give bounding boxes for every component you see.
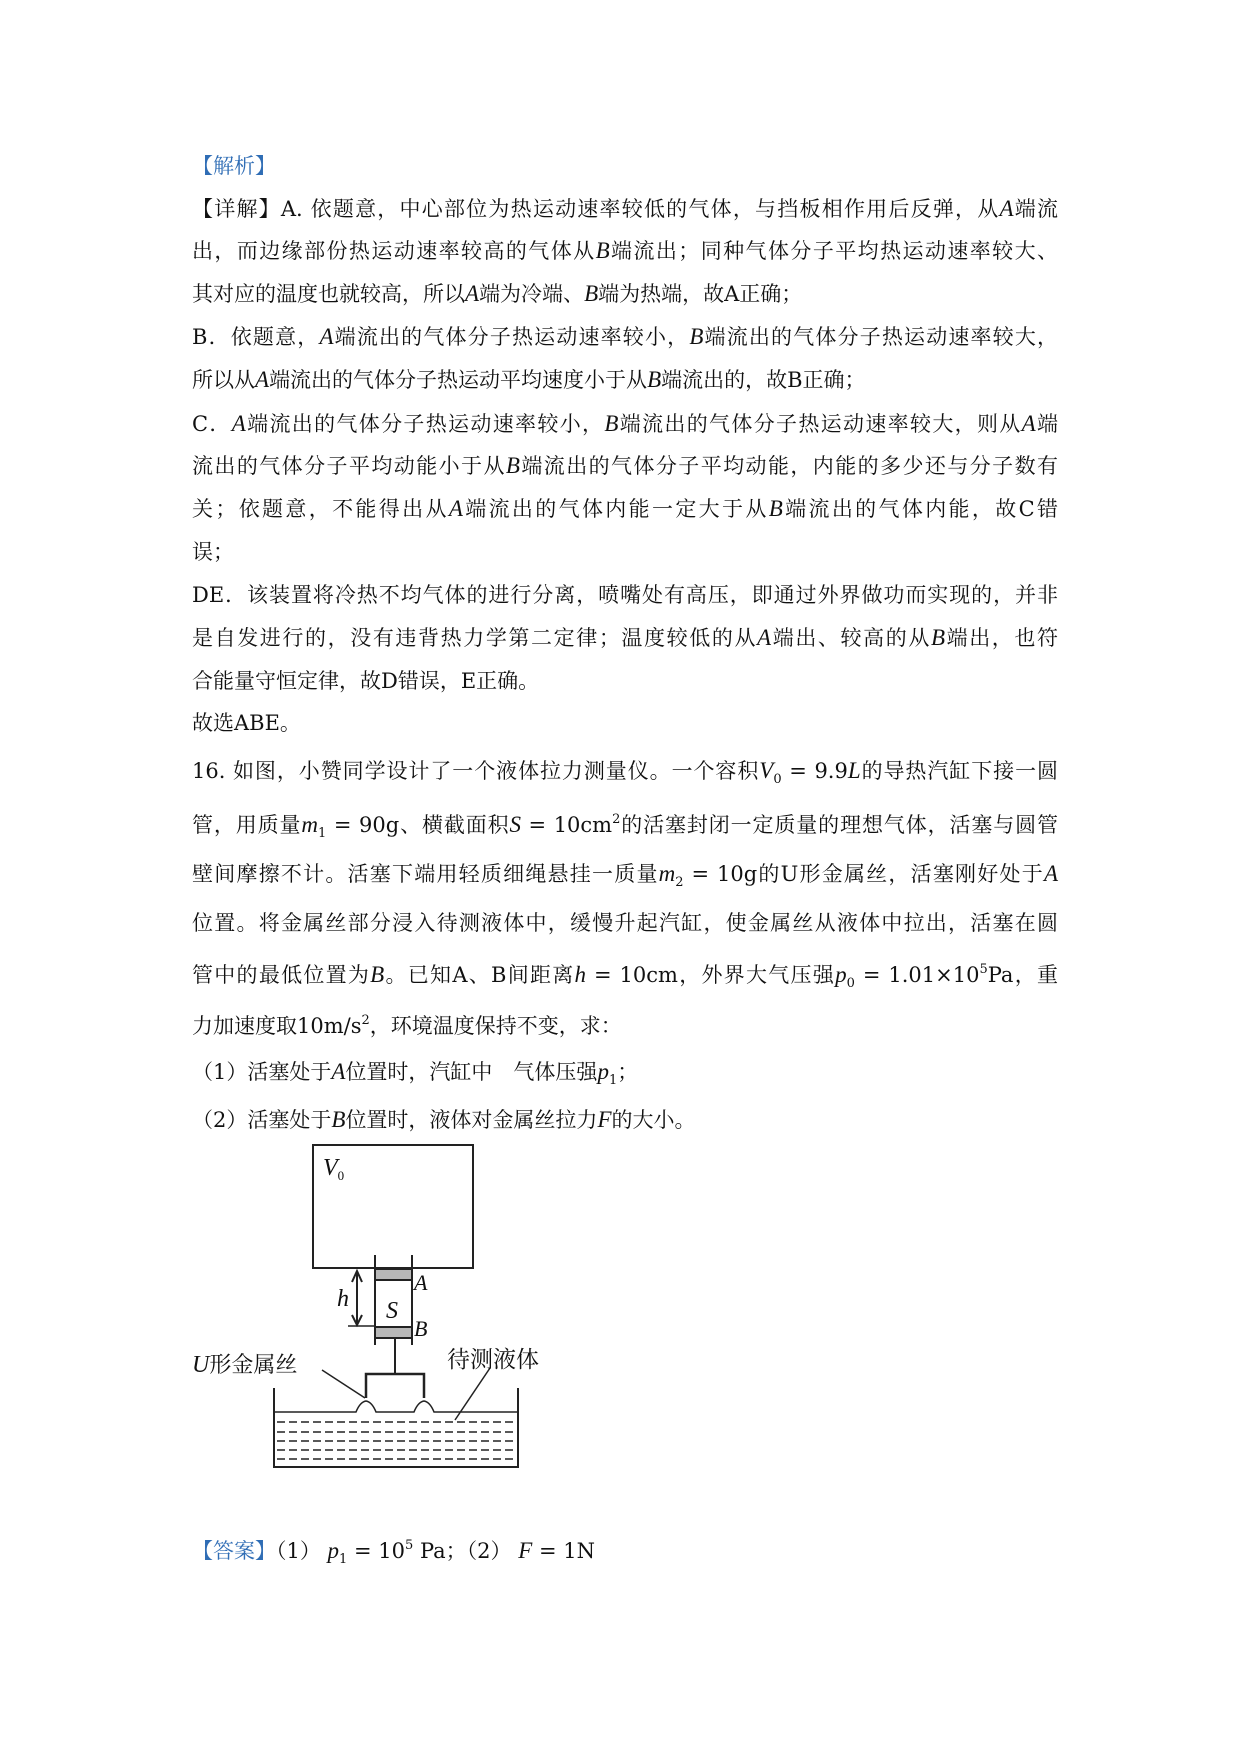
math-variable: B [689, 324, 704, 349]
volume-label: $V_0$ [323, 1155, 345, 1183]
math-variable: A [231, 411, 246, 436]
text-run: 的导热汽缸下接一圆 [860, 759, 1058, 783]
text-run: 端 [1035, 412, 1059, 436]
text-run: 壁间摩擦不计。活塞下端用轻质细绳悬挂一质量 [192, 862, 659, 886]
text-run: 端流出的气体分子热运动速率较大， [703, 325, 1059, 349]
text-run: （2）活塞处于 [192, 1108, 332, 1132]
math-variable: A [448, 496, 463, 521]
text-run: B．依题意， [192, 325, 320, 349]
text-run: = 1.01×10 [854, 963, 980, 987]
text-run: Pa；（2） [413, 1539, 519, 1563]
label-bracket: 【解析】 [192, 154, 276, 178]
math-variable: p [327, 1538, 340, 1563]
text-run: （1）活塞处于 [192, 1060, 332, 1084]
a-label: A [414, 1270, 428, 1295]
text-run: = 9.9 [781, 759, 848, 783]
text-run: 端流出的气体分子热运动速率较小， [333, 325, 690, 349]
math-variable: V [759, 758, 774, 783]
text-run: Pa，重 [987, 963, 1058, 987]
math-variable: m [658, 861, 676, 886]
detail-bracket: 【详解】 [192, 197, 281, 221]
text-run: 16. 如图，小赞同学设计了一个液体拉力测量仪。一个容积 [192, 759, 760, 783]
u-wire [366, 1374, 424, 1398]
math-variable: B [595, 238, 610, 263]
text-run: DE．该装置将冷热不均气体的进行分离，喷嘴处有高压，即通过外界做功而实现的，并非 [192, 583, 1058, 607]
text-run: 力加速度取10m/s [192, 1014, 362, 1038]
math-variable: A [465, 281, 480, 306]
text-run: 关；依题意，不能得出从 [192, 497, 449, 521]
liquid-label: 待测液体 [447, 1347, 539, 1372]
container [274, 1388, 518, 1467]
subscript: 2 [675, 875, 684, 890]
superscript: 5 [405, 1538, 414, 1553]
text-run: 误； [192, 540, 234, 564]
b-label: B [414, 1316, 428, 1341]
liquid-dashes [277, 1422, 515, 1459]
math-variable: p [835, 962, 847, 987]
text-run: 端流出的气体分子热运动平均速度小于从 [269, 368, 648, 392]
text-run: = 10cm [520, 813, 613, 837]
text-run: 其对应的温度也就较高，所以 [192, 282, 465, 306]
math-variable: S [509, 812, 521, 837]
text-run: 端为热端，故A正确； [598, 282, 803, 306]
text-run: 位置时，汽缸中 气体压强 [345, 1060, 598, 1084]
text-run: 位置。将金属丝部分浸入待测液体中，缓慢升起汽缸，使金属丝从液体中拉出，活塞在圆 [192, 911, 1058, 935]
text-run: 故选ABE。 [192, 711, 301, 735]
math-variable: F [597, 1107, 612, 1132]
math-variable: A [319, 324, 334, 349]
subscript: 1 [339, 1552, 348, 1567]
text-run: 端流出的气体分子热运动速率较小， [245, 412, 605, 436]
text-run: 端流出；同种气体分子平均热运动速率较大、 [609, 239, 1059, 263]
text-run: 的大小。 [611, 1108, 696, 1132]
math-variable: h [574, 962, 587, 987]
piston-b [375, 1327, 412, 1338]
math-variable: B [584, 281, 599, 306]
text-run: （1） [276, 1539, 328, 1563]
text-run: = 1N [532, 1539, 595, 1563]
math-variable: B [370, 962, 385, 987]
text-run: 的活塞封闭一定质量的理想气体，活塞与圆管 [620, 813, 1058, 837]
superscript: 2 [361, 1013, 370, 1028]
math-variable: F [518, 1538, 533, 1563]
text-run: 端流 [1013, 197, 1059, 221]
math-variable: A [757, 625, 772, 650]
s-label: S [386, 1298, 398, 1324]
math-variable: B [604, 411, 619, 436]
text-run: 端流出的气体分子热运动速率较大，则从 [618, 412, 1022, 436]
text-run: 端流出的气体分子平均动能，内能的多少还与分子数有 [519, 454, 1059, 478]
text-run: 端为冷端、 [479, 282, 585, 306]
math-variable: A [1043, 861, 1059, 886]
math-variable: p [597, 1059, 609, 1084]
text-run: A. 依题意，中心部位为热运动速率较低的气体，与挡板相作用后反弹，从 [280, 197, 1000, 221]
text-run: 所以从 [192, 368, 255, 392]
math-variable: B [505, 453, 520, 478]
math-variable: m [301, 812, 319, 837]
math-variable: A [999, 196, 1014, 221]
superscript: 5 [979, 962, 988, 977]
math-variable: B [331, 1107, 346, 1132]
text-run: 管中的最低位置为 [192, 963, 371, 987]
text-run: 是自发进行的，没有违背热力学第二定律；温度较低的从 [192, 626, 758, 650]
math-variable: B [930, 625, 945, 650]
math-variable: A [1021, 411, 1036, 436]
text-run: 出，而边缘部份热运动速率较高的气体从 [192, 239, 596, 263]
text-run: 端出、较高的从 [771, 626, 931, 650]
subscript: 0 [846, 976, 855, 991]
wire-label: U形金属丝 [192, 1352, 298, 1378]
text-run: 合能量守恒定律，故D错误，E正确。 [192, 669, 540, 693]
text-run: = 10cm，外界大气压强 [586, 963, 836, 987]
math-variable: B [647, 367, 662, 392]
math-variable: A [255, 367, 270, 392]
piston-a [375, 1269, 412, 1280]
liquid-surface [274, 1401, 518, 1412]
text-run: 。已知A、B间距离 [384, 963, 575, 987]
text-run: 端出，也符 [945, 626, 1059, 650]
math-variable: B [768, 496, 783, 521]
math-variable: L [847, 758, 861, 783]
text-run: 端流出的气体内能，故C错 [782, 497, 1058, 521]
text-run: 端流出的气体内能一定大于从 [462, 497, 769, 521]
subscript: 1 [318, 826, 327, 841]
text-run: ； [617, 1060, 639, 1084]
text-run: = 90g、横截面积 [326, 813, 510, 837]
wire-leader [322, 1370, 365, 1398]
text-run: = 10g的U形金属丝，活塞刚好处于 [683, 862, 1044, 886]
text-run: 流出的气体分子平均动能小于从 [192, 454, 506, 478]
h-label: h [337, 1286, 349, 1312]
text-run: 位置时，液体对金属丝拉力 [345, 1108, 598, 1132]
superscript: 2 [612, 812, 621, 827]
math-variable: A [331, 1059, 346, 1084]
text-run: 端流出的，故B正确； [661, 368, 866, 392]
label-bracket: 【答案】 [192, 1539, 276, 1563]
subscript: 0 [773, 772, 782, 787]
text-run: C． [192, 412, 232, 436]
text-run: ，环境温度保持不变，求： [369, 1014, 622, 1038]
text-run: 管，用质量 [192, 813, 302, 837]
subscript: 1 [608, 1073, 618, 1088]
text-run: = 10 [347, 1539, 405, 1563]
